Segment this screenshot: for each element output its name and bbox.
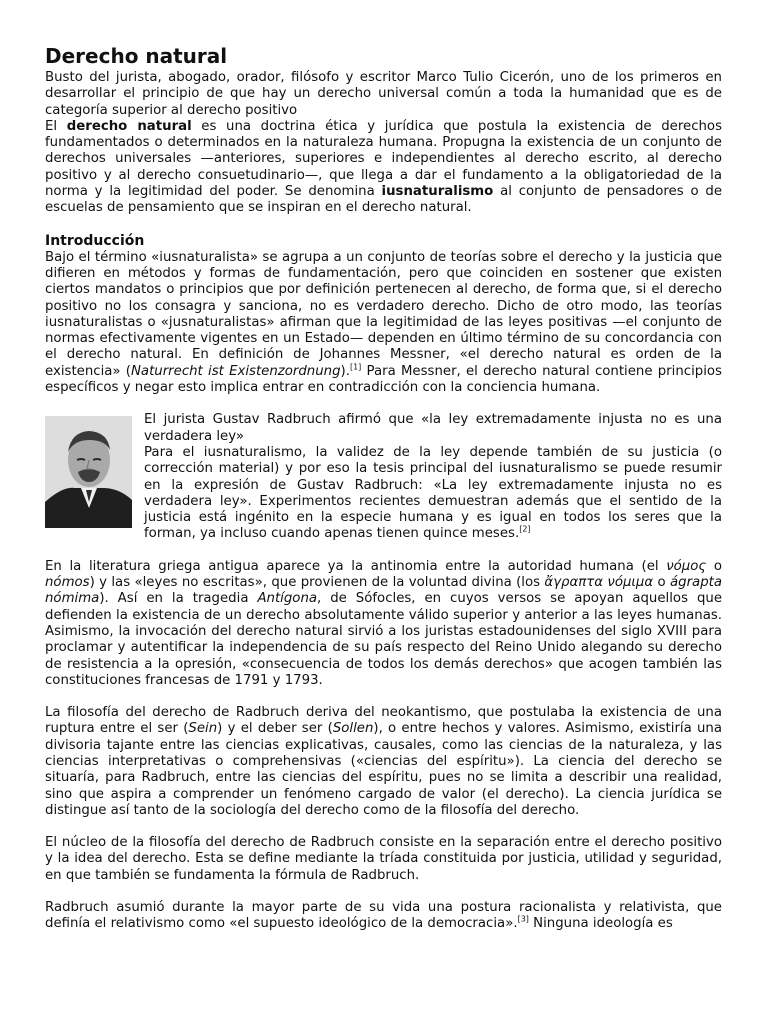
term-iusnaturalismo: iusnaturalismo (381, 184, 494, 200)
radbruch-core-paragraph: El núcleo de la filosofía del derecho de Radbruch consiste en la separación entre el derecho positivo y la idea del derecho. Esta se define mediante la tríada constituida por justicia, utilidad y seguridad, en que también se fundamenta la fórmula de Radbruch. (45, 835, 722, 883)
reference-2[interactable]: [2] (519, 525, 531, 534)
page-title: Derecho natural (45, 44, 228, 68)
greek-literature-paragraph: En la literatura griega antigua aparece ya la antinomia entre la autoridad humana (el νόμος o nómos) y las «leyes no escritas», que provienen de la voluntad divina (los ἄγραπτα νόμιμα o ágrapta nómima). Así en la tragedia Antígona, de Sófocles, en cuyos versos se apoyan aquellos que defienden la existencia de un derecho absolutamente válido superior y anterior a las leyes humanas. Asimismo, la invocación del derecho natural sirvió a los juristas estadounidenses del siglo XVIII para proclamar y autentificar la independencia de su país respecto del Reino Unido alegando su derecho de resistencia a la opresión, «consecuencia de todos los demás derechos» que acogen también las constituciones francesas de 1791 y 1793. (45, 558, 722, 688)
term-derecho-natural: derecho natural (66, 118, 192, 134)
portrait-photo (45, 416, 132, 528)
figure-caption: El jurista Gustav Radbruch afirmó que «la ley extremadamente injusta no es una verdadera ley» (144, 412, 722, 444)
radbruch-portrait (45, 416, 132, 528)
intro-caption: Busto del jurista, abogado, orador, filósofo y escritor Marco Tulio Cicerón, uno de los primeros en desarrollar el principio de que hay un derecho universal común a toda la humanidad que es de categoría superior al derecho positivo (45, 70, 722, 118)
radbruch-philosophy-paragraph: La filosofía del derecho de Radbruch deriva del neokantismo, que postulaba la existencia de una ruptura entre el ser (Sein) y el deber ser (Sollen), o entre hechos y valores. Asimismo, existiría una divisoria tajante entre las ciencias explicativas, causales, como las ciencias de la naturaleza, y las ciencias interpretativas o comprehensivas («ciencias del espíritu»). La ciencia del derecho se situaría, para Radbruch, entre las ciencias del espíritu, pues no se limita a describir una realidad, sino que aspira a comprender un fenómeno cargado de valor (el derecho). La ciencia jurídica se distingue así tanto de la sociología del derecho como de la filosofía del derecho. (45, 705, 723, 818)
validity-paragraph: Para el iusnaturalismo, la validez de la ley depende también de su justicia (o corrección material) y por eso la tesis principal del iusnaturalismo se puede resumir en la expresión de Gustav Radbruch: «La ley extremadamente injusta no es verdadera ley». Experimentos recientes demuestran además que el sentido de la justicia está ingénito en la especie humana y es igual en todos los seres que la forman, ya incluso cuando apenas tienen quince meses.[2] (144, 444, 722, 542)
intro-paragraph: Bajo el término «iusnaturalista» se agrupa a un conjunto de teorías sobre el derecho y la justicia que difieren en métodos y formas de fundamentación, pero que coinciden en sostener que existen ciertos mandatos o principios que por definición pertenecen al derecho, de forma que, si el derecho positivo no los consagra y sanciona, no es verdadero derecho. Dicho de otro modo, las teorías iusnaturalistas o «jusnaturalistas» afirman que la legitimidad de las leyes positivas —el conjunto de normas efectivamente vigentes en un Estado— dependen en último término de su concordancia con el derecho natural. En definición de Johannes Messner, «el derecho natural es orden de la existencia» (Naturrecht ist Existenzordnung).[1] Para Messner, el derecho natural contiene principios específicos y negar esto implica entrar en contradicción con la conciencia humana. (45, 249, 722, 396)
reference-3[interactable]: [3] (517, 914, 529, 924)
section-heading-introduccion: Introducción (45, 232, 145, 249)
radbruch-relativism-paragraph: Radbruch asumió durante la mayor parte de su vida una postura racionalista y relativista, que definía el relativismo como «el supuesto ideológico de la democracia».[3] Ninguna ideología es (45, 900, 722, 932)
reference-1[interactable]: [1] (349, 362, 362, 372)
lead-paragraph: El derecho natural es una doctrina ética y jurídica que postula la existencia de derechos fundamentados o determinados en la naturaleza humana. Propugna la existencia de un conjunto de derechos universales —anteriores, superiores e independientes al derecho escrito, al derecho positivo y al derecho consuetudinario—, que llega a dar el fundamento a la obligatoriedad de la norma y la legitimidad del poder. Se denomina iusnaturalismo al conjunto de pensadores o de escuelas de pensamiento que se inspiran en el derecho natural. (45, 118, 722, 216)
